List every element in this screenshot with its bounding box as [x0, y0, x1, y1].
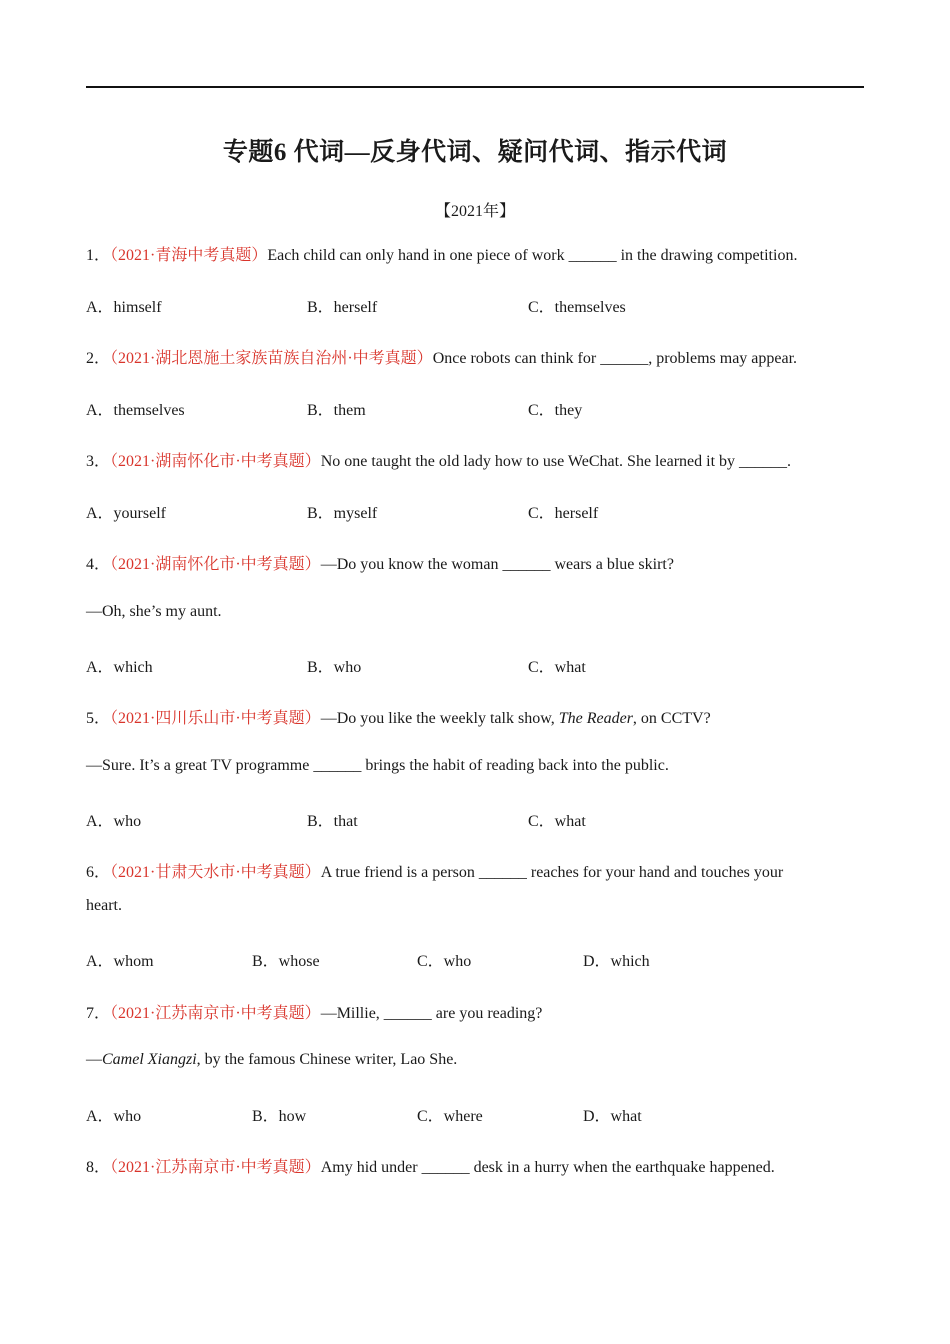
question-number: 8．	[86, 1159, 111, 1176]
page-title: 专题6 代词—反身代词、疑问代词、指示代词	[222, 139, 728, 166]
question-number: 6．	[86, 864, 111, 881]
question-source: （2021·四川乐山市·中考真题）	[110, 710, 321, 727]
question-stem: —Millie, ______ are you reading?	[320, 1005, 543, 1022]
question-number: 2．	[86, 350, 111, 367]
question-4	[86, 551, 674, 574]
show-title: The Reader	[558, 710, 633, 727]
q7-option-c[interactable]: C．where	[417, 1108, 483, 1125]
question-stem: Each child can only hand in one piece of work ______ in the drawing competition.	[267, 247, 798, 264]
question-stem: Amy hid under ______ desk in a hurry when the earthquake happened.	[320, 1159, 775, 1176]
q7-reply	[86, 1051, 457, 1069]
question-number: 7．	[86, 1005, 111, 1022]
question-stem: A true friend is a person ______ reaches for your hand and touches your	[320, 864, 784, 881]
year-heading: 【2021年】	[434, 203, 515, 220]
question-source: （2021·江苏南京市·中考真题）	[110, 1005, 321, 1022]
q2-option-c[interactable]: C．they	[528, 402, 583, 419]
reply-text: , by the famous Chinese writer, Lao She.	[196, 1051, 458, 1068]
question-stem: Once robots can think for ______, problems may appear.	[432, 350, 798, 367]
q7-option-b[interactable]: B．how	[252, 1108, 307, 1125]
question-3	[86, 448, 791, 471]
q7-option-d[interactable]: D．what	[583, 1108, 642, 1125]
question-source: （2021·湖北恩施土家族苗族自治州·中考真题）	[110, 350, 433, 367]
q4-option-b[interactable]: B．who	[307, 659, 362, 676]
question-source: （2021·江苏南京市·中考真题）	[110, 1159, 321, 1176]
q3-option-c[interactable]: C．herself	[528, 505, 599, 522]
q3-option-a[interactable]: A．yourself	[86, 505, 166, 522]
question-source: （2021·湖南怀化市·中考真题）	[110, 453, 321, 470]
q1-option-b[interactable]: B．herself	[307, 299, 378, 316]
q3-option-b[interactable]: B．myself	[307, 505, 378, 522]
q5-option-a[interactable]: A．who	[86, 813, 142, 830]
q7-option-a[interactable]: A．who	[86, 1108, 142, 1125]
question-1	[86, 242, 797, 265]
question-number: 5．	[86, 710, 111, 727]
question-source: （2021·青海中考真题）	[110, 247, 268, 264]
q4-option-a[interactable]: A．which	[86, 659, 153, 676]
question-5	[86, 705, 711, 728]
q5-reply: —Sure. It’s a great TV programme ______ brings the habit of reading back into the public.	[86, 757, 669, 774]
q6-option-d[interactable]: D．which	[583, 953, 650, 970]
question-2	[86, 345, 797, 368]
q5-option-c[interactable]: C．what	[528, 813, 586, 830]
question-stem-end: , on CCTV?	[632, 710, 711, 727]
question-number: 4．	[86, 556, 111, 573]
q4-option-c[interactable]: C．what	[528, 659, 586, 676]
question-stem: —Do you know the woman ______ wears a blue skirt?	[320, 556, 674, 573]
question-stem: No one taught the old lady how to use WeChat. She learned it by ______.	[320, 453, 792, 470]
q6-option-c[interactable]: C．who	[417, 953, 472, 970]
question-source: （2021·甘肃天水市·中考真题）	[110, 864, 321, 881]
q6-stem-continuation: heart.	[86, 897, 122, 914]
q6-option-a[interactable]: A．whom	[86, 953, 154, 970]
question-number: 3．	[86, 453, 111, 470]
q2-option-b[interactable]: B．them	[307, 402, 366, 419]
q1-option-c[interactable]: C．themselves	[528, 299, 626, 316]
q1-option-a[interactable]: A．himself	[86, 299, 162, 316]
question-number: 1．	[86, 247, 111, 264]
question-7	[86, 1000, 542, 1023]
q6-option-b[interactable]: B．whose	[252, 953, 320, 970]
question-8	[86, 1154, 775, 1177]
q4-reply: —Oh, she’s my aunt.	[86, 603, 222, 620]
reply-dash: —	[86, 1051, 102, 1068]
q2-option-a[interactable]: A．themselves	[86, 402, 185, 419]
header-rule	[86, 86, 864, 88]
question-6	[86, 859, 783, 882]
question-source: （2021·湖南怀化市·中考真题）	[110, 556, 321, 573]
q5-option-b[interactable]: B．that	[307, 813, 358, 830]
book-title: Camel Xiangzi	[102, 1051, 197, 1068]
question-stem: —Do you like the weekly talk show,	[320, 710, 559, 727]
